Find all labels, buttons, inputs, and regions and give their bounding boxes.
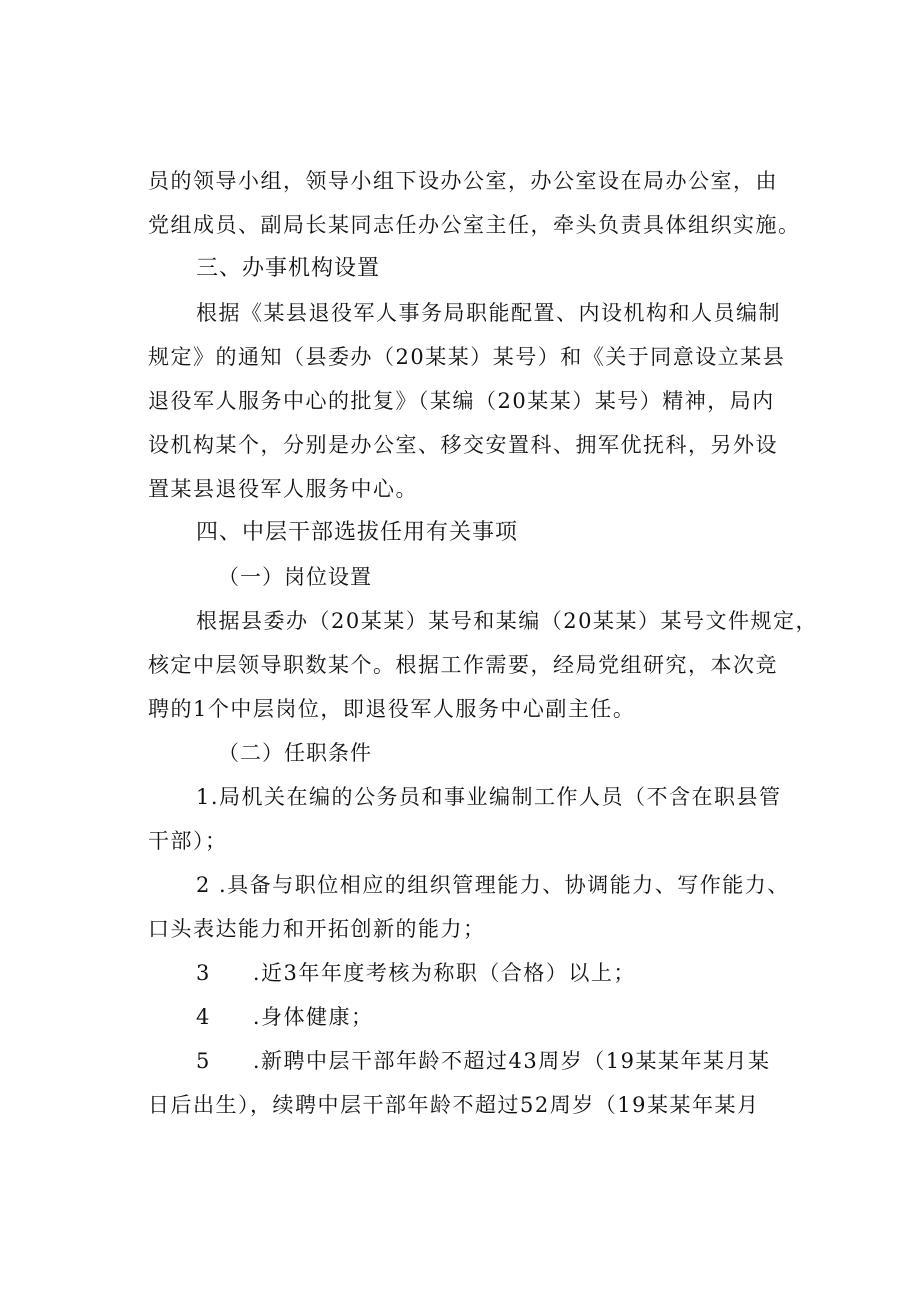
paragraph-line: 规定》的通知（县委办（20某某）某号）和《关于同意设立某县	[148, 345, 786, 369]
list-item-line: 2 .具备与职位相应的组织管理能力、协调能力、写作能力、	[196, 873, 790, 897]
paragraph-line: 退役军人服务中心的批复》（某编（20某某）某号）精神，局内	[148, 389, 775, 413]
list-item-line: 1.局机关在编的公务员和事业编制工作人员（不含在职县管	[196, 785, 782, 809]
paragraph-line: 置某县退役军人服务中心。	[148, 477, 418, 501]
section-heading: 四、中层干部选拔任用有关事项	[196, 520, 519, 545]
list-item-number: 3	[196, 961, 211, 985]
list-item-number: 4	[196, 1005, 211, 1029]
paragraph-line: 设机构某个，分别是办公室、移交安置科、拥军优抚科，另外设	[148, 433, 778, 457]
list-item-text: .近3年年度考核为称职（合格）以上；	[252, 961, 636, 985]
list-item-line: 口头表达能力和开拓创新的能力；	[148, 917, 486, 941]
paragraph-line: 根据县委办（20某某）某号和某编（20某某）某号文件规定，	[196, 609, 818, 633]
subsection-heading: （二）任职条件	[218, 741, 372, 765]
subsection-heading: （一）岗位设置	[218, 565, 372, 589]
section-heading: 三、办事机构设置	[196, 256, 381, 281]
list-item-text: .新聘中层干部年龄不超过43周岁（19某某年某月某	[252, 1049, 771, 1073]
list-item-text: .身体健康；	[252, 1005, 374, 1029]
list-item-line: 干部）；	[148, 829, 228, 853]
list-item	[196, 1046, 771, 1076]
paragraph-line: 根据《某县退役军人事务局职能配置、内设机构和人员编制	[196, 301, 781, 325]
paragraph-line: 核定中层领导职数某个。根据工作需要，经局党组研究，本次竞	[148, 653, 778, 677]
list-item	[196, 1002, 374, 1032]
paragraph-line: 党组成员、副局长某同志任办公室主任，牵头负责具体组织实施。	[148, 213, 801, 237]
list-item-number: 5	[196, 1049, 211, 1073]
list-item-line: 日后出生），续聘中层干部年龄不超过52周岁（19某某年某月	[148, 1093, 760, 1117]
list-item	[196, 958, 636, 988]
paragraph-line: 聘的1个中层岗位，即退役军人服务中心副主任。	[148, 697, 636, 721]
paragraph-line: 员的领导小组，领导小组下设办公室，办公室设在局办公室，由	[148, 169, 778, 193]
